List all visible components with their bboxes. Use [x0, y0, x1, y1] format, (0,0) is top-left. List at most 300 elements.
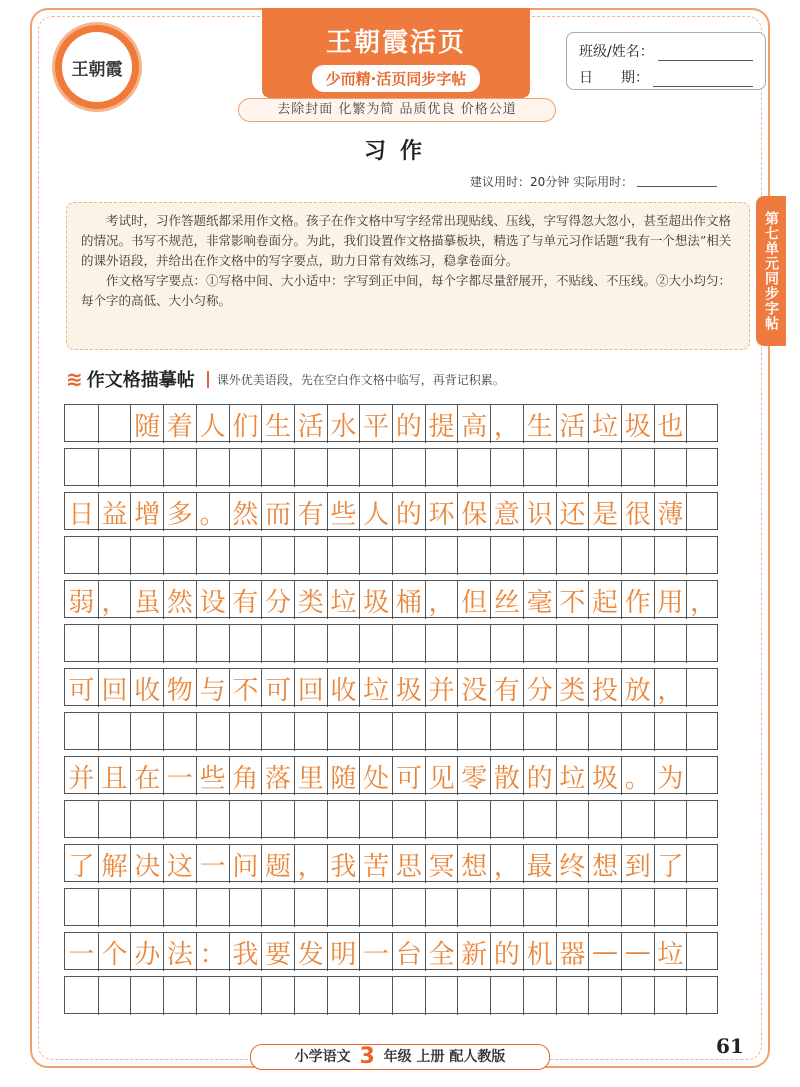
practice-cell[interactable]	[457, 625, 490, 663]
practice-cell[interactable]	[294, 801, 327, 839]
practice-cell[interactable]	[65, 977, 98, 1015]
trace-cell[interactable]: 有	[229, 581, 262, 619]
practice-cell[interactable]	[425, 449, 458, 487]
practice-cell[interactable]	[490, 713, 523, 751]
time-info	[470, 173, 717, 190]
trace-cell[interactable]: 角	[229, 757, 262, 795]
practice-cell[interactable]	[196, 537, 229, 575]
practice-cell[interactable]	[392, 625, 425, 663]
footer-grade-number: 3	[359, 1044, 375, 1069]
practice-cell[interactable]	[654, 449, 687, 487]
trace-cell[interactable]: 垃	[654, 933, 687, 971]
practice-cell[interactable]	[327, 977, 360, 1015]
trace-cell[interactable]: 一	[196, 845, 229, 883]
trace-cell[interactable]: 全	[425, 933, 458, 971]
practice-cell[interactable]	[392, 713, 425, 751]
practice-cell[interactable]	[523, 713, 556, 751]
trace-cell[interactable]: 些	[327, 493, 360, 531]
practice-cell[interactable]	[686, 889, 719, 927]
trace-cell[interactable]: 还	[556, 493, 589, 531]
class-name-label: 班级/姓名：	[579, 44, 654, 60]
trace-cell[interactable]: 的	[490, 933, 523, 971]
practice-cell[interactable]	[327, 625, 360, 663]
trace-cell[interactable]: 水	[327, 405, 360, 443]
practice-row	[64, 536, 718, 574]
practice-cell[interactable]	[359, 625, 392, 663]
practice-cell[interactable]	[523, 889, 556, 927]
practice-cell[interactable]	[686, 977, 719, 1015]
practice-cell[interactable]	[294, 889, 327, 927]
practice-cell[interactable]	[490, 801, 523, 839]
trace-cell[interactable]: 然	[163, 581, 196, 619]
practice-cell[interactable]	[65, 889, 98, 927]
practice-cell[interactable]	[98, 537, 131, 575]
trace-cell[interactable]: 活	[294, 405, 327, 443]
practice-cell[interactable]	[457, 449, 490, 487]
trace-cell[interactable]: 冥	[425, 845, 458, 883]
trace-cell[interactable]	[686, 669, 719, 707]
practice-cell[interactable]	[196, 449, 229, 487]
intro-paragraph-2: 作文格写字要点：①写格中间、大小适中：字写到正中间，每个字都尽量舒展开，不贴线、不压线。②大小均匀：每个字的高低、大小匀称。	[81, 273, 732, 308]
practice-cell[interactable]	[294, 713, 327, 751]
practice-cell[interactable]	[163, 537, 196, 575]
practice-cell[interactable]	[425, 537, 458, 575]
trace-cell[interactable]: 多	[163, 493, 196, 531]
practice-cell[interactable]	[556, 801, 589, 839]
trace-cell[interactable]: 法	[163, 933, 196, 971]
trace-cell[interactable]: 决	[130, 845, 163, 883]
trace-cell[interactable]	[686, 757, 719, 795]
trace-cell[interactable]: 器	[556, 933, 589, 971]
practice-cell[interactable]	[130, 801, 163, 839]
practice-cell[interactable]	[327, 537, 360, 575]
practice-cell[interactable]	[654, 625, 687, 663]
practice-cell[interactable]	[621, 889, 654, 927]
practice-cell[interactable]	[98, 713, 131, 751]
trace-cell[interactable]: ，	[294, 845, 327, 883]
practice-cell[interactable]	[457, 977, 490, 1015]
time-label: 建议用时：20分钟 实际用时：	[470, 175, 634, 189]
trace-cell[interactable]: 里	[294, 757, 327, 795]
trace-cell[interactable]: 可	[392, 757, 425, 795]
trace-cell[interactable]: 的	[392, 405, 425, 443]
trace-cell[interactable]: 然	[229, 493, 262, 531]
practice-cell[interactable]	[621, 537, 654, 575]
trace-cell[interactable]: 且	[98, 757, 131, 795]
trace-cell[interactable]: 散	[490, 757, 523, 795]
practice-cell[interactable]	[621, 801, 654, 839]
footer-subject: 小学语文	[294, 1049, 351, 1065]
practice-cell[interactable]	[556, 713, 589, 751]
practice-cell[interactable]	[556, 449, 589, 487]
practice-cell[interactable]	[588, 625, 621, 663]
trace-cell[interactable]: 增	[130, 493, 163, 531]
practice-cell[interactable]	[490, 889, 523, 927]
practice-row	[64, 624, 718, 662]
trace-cell[interactable]: 些	[196, 757, 229, 795]
trace-cell[interactable]: 到	[621, 845, 654, 883]
practice-cell[interactable]	[359, 889, 392, 927]
trace-cell[interactable]: 个	[98, 933, 131, 971]
trace-cell[interactable]: 在	[130, 757, 163, 795]
trace-cell[interactable]: 问	[229, 845, 262, 883]
trace-cell[interactable]: 。	[621, 757, 654, 795]
section-title: 作文格描摹帖	[86, 370, 195, 391]
practice-cell[interactable]	[196, 713, 229, 751]
trace-cell[interactable]	[686, 493, 719, 531]
practice-cell[interactable]	[98, 889, 131, 927]
practice-cell[interactable]	[130, 625, 163, 663]
practice-cell[interactable]	[523, 537, 556, 575]
trace-cell[interactable]: ，	[654, 669, 687, 707]
trace-cell[interactable]: ，	[490, 405, 523, 443]
practice-cell[interactable]	[229, 889, 262, 927]
practice-cell[interactable]	[588, 889, 621, 927]
practice-cell[interactable]	[457, 889, 490, 927]
practice-cell[interactable]	[261, 889, 294, 927]
trace-cell[interactable]: 机	[523, 933, 556, 971]
trace-cell[interactable]	[686, 405, 719, 443]
trace-cell[interactable]: 不	[229, 669, 262, 707]
practice-cell[interactable]	[621, 713, 654, 751]
trace-cell[interactable]	[98, 405, 131, 443]
trace-cell[interactable]: 垃	[556, 757, 589, 795]
trace-cell[interactable]: 的	[523, 757, 556, 795]
practice-cell[interactable]	[229, 537, 262, 575]
actual-time-field[interactable]	[637, 173, 717, 187]
practice-cell[interactable]	[261, 977, 294, 1015]
trace-cell[interactable]: 我	[229, 933, 262, 971]
practice-cell[interactable]	[523, 977, 556, 1015]
trace-cell[interactable]: 用	[654, 581, 687, 619]
trace-cell[interactable]: 这	[163, 845, 196, 883]
practice-cell[interactable]	[556, 625, 589, 663]
trace-cell[interactable]: 新	[457, 933, 490, 971]
practice-cell[interactable]	[654, 537, 687, 575]
date-field[interactable]	[653, 71, 753, 87]
trace-cell[interactable]: 生	[261, 405, 294, 443]
practice-cell[interactable]	[229, 625, 262, 663]
practice-cell[interactable]	[261, 449, 294, 487]
trace-cell[interactable]: 作	[621, 581, 654, 619]
trace-row	[64, 492, 718, 530]
practice-cell[interactable]	[556, 537, 589, 575]
practice-cell[interactable]	[65, 625, 98, 663]
trace-cell[interactable]: ，	[490, 845, 523, 883]
practice-cell[interactable]	[261, 625, 294, 663]
trace-cell[interactable]: 为	[654, 757, 687, 795]
trace-cell[interactable]: 可	[68, 675, 95, 706]
practice-cell[interactable]	[457, 537, 490, 575]
practice-cell[interactable]	[163, 977, 196, 1015]
trace-cell[interactable]: 保	[457, 493, 490, 531]
trace-cell[interactable]: 但	[457, 581, 490, 619]
practice-cell[interactable]	[163, 889, 196, 927]
trace-cell[interactable]: —	[588, 933, 621, 971]
trace-cell[interactable]: 而	[261, 493, 294, 531]
practice-cell[interactable]	[130, 449, 163, 487]
trace-cell[interactable]	[686, 933, 719, 971]
trace-cell[interactable]: 题	[261, 845, 294, 883]
trace-cell[interactable]: ，	[686, 581, 719, 619]
trace-cell[interactable]: ，	[425, 581, 458, 619]
trace-cell[interactable]: 薄	[654, 493, 687, 531]
trace-cell[interactable]: 并	[425, 669, 458, 707]
practice-cell[interactable]	[65, 537, 98, 575]
trace-cell[interactable]: 与	[196, 669, 229, 707]
practice-cell[interactable]	[556, 977, 589, 1015]
practice-cell[interactable]	[229, 977, 262, 1015]
trace-cell[interactable]: 生	[523, 405, 556, 443]
trace-cell[interactable]: 有	[294, 493, 327, 531]
trace-cell[interactable]: 分	[261, 581, 294, 619]
trace-cell[interactable]: 益	[98, 493, 131, 531]
trace-cell[interactable]: 随	[327, 757, 360, 795]
practice-cell[interactable]	[98, 801, 131, 839]
practice-cell[interactable]	[359, 977, 392, 1015]
practice-cell[interactable]	[457, 713, 490, 751]
practice-cell[interactable]	[457, 801, 490, 839]
practice-cell[interactable]	[392, 977, 425, 1015]
practice-cell[interactable]	[327, 449, 360, 487]
trace-cell[interactable]: 圾	[359, 581, 392, 619]
trace-cell[interactable]: 起	[588, 581, 621, 619]
trace-row	[64, 404, 718, 442]
practice-cell[interactable]	[686, 713, 719, 751]
trace-cell[interactable]: 我	[327, 845, 360, 883]
trace-cell[interactable]: 明	[327, 933, 360, 971]
trace-cell[interactable]: 分	[523, 669, 556, 707]
trace-cell[interactable]: 平	[359, 405, 392, 443]
practice-cell[interactable]	[556, 889, 589, 927]
practice-cell[interactable]	[425, 801, 458, 839]
trace-cell[interactable]: 一	[359, 933, 392, 971]
brand-banner	[262, 8, 530, 98]
practice-cell[interactable]	[392, 449, 425, 487]
practice-cell[interactable]	[130, 889, 163, 927]
practice-cell[interactable]	[588, 801, 621, 839]
trace-cell[interactable]: ：	[196, 933, 229, 971]
practice-cell[interactable]	[163, 625, 196, 663]
practice-cell[interactable]	[65, 713, 98, 751]
trace-cell[interactable]: 人	[196, 405, 229, 443]
practice-cell[interactable]	[425, 625, 458, 663]
practice-cell[interactable]	[163, 713, 196, 751]
trace-cell[interactable]: 见	[425, 757, 458, 795]
trace-cell[interactable]: 不	[556, 581, 589, 619]
trace-cell[interactable]: 着	[163, 405, 196, 443]
practice-cell[interactable]	[425, 889, 458, 927]
trace-cell[interactable]: 很	[621, 493, 654, 531]
practice-cell[interactable]	[686, 801, 719, 839]
trace-cell[interactable]: 是	[588, 493, 621, 531]
trace-cell[interactable]: 随	[130, 405, 163, 443]
trace-cell[interactable]: 可	[261, 669, 294, 707]
practice-cell[interactable]	[621, 625, 654, 663]
trace-cell[interactable]: 台	[392, 933, 425, 971]
practice-cell[interactable]	[392, 537, 425, 575]
practice-cell[interactable]	[327, 801, 360, 839]
trace-cell[interactable]: ，	[98, 581, 131, 619]
trace-cell[interactable]: 垃	[327, 581, 360, 619]
practice-cell[interactable]	[654, 713, 687, 751]
trace-cell[interactable]: 高	[457, 405, 490, 443]
trace-cell[interactable]	[65, 405, 98, 443]
trace-cell[interactable]: 想	[588, 845, 621, 883]
practice-cell[interactable]	[229, 801, 262, 839]
practice-cell[interactable]	[359, 801, 392, 839]
practice-cell[interactable]	[196, 889, 229, 927]
trace-cell[interactable]: 一	[163, 757, 196, 795]
trace-cell[interactable]: 弱	[68, 587, 95, 618]
practice-cell[interactable]	[490, 625, 523, 663]
trace-cell[interactable]: 终	[556, 845, 589, 883]
trace-cell[interactable]: 毫	[523, 581, 556, 619]
practice-cell[interactable]	[98, 625, 131, 663]
practice-cell[interactable]	[523, 625, 556, 663]
practice-cell[interactable]	[392, 801, 425, 839]
trace-cell[interactable]: 垃	[359, 669, 392, 707]
practice-cell[interactable]	[294, 977, 327, 1015]
practice-cell[interactable]	[327, 713, 360, 751]
trace-cell[interactable]: 也	[654, 405, 687, 443]
trace-cell[interactable]: 圾	[392, 669, 425, 707]
trace-cell[interactable]: 了	[68, 851, 95, 882]
practice-cell[interactable]	[425, 977, 458, 1015]
trace-cell[interactable]: 圾	[588, 757, 621, 795]
practice-cell[interactable]	[654, 801, 687, 839]
practice-cell[interactable]	[163, 801, 196, 839]
practice-cell[interactable]	[196, 801, 229, 839]
practice-cell[interactable]	[130, 713, 163, 751]
practice-cell[interactable]	[588, 713, 621, 751]
practice-cell[interactable]	[621, 449, 654, 487]
practice-cell[interactable]	[98, 449, 131, 487]
trace-cell[interactable]: 日	[68, 499, 95, 530]
trace-cell[interactable]: 桶	[392, 581, 425, 619]
practice-cell[interactable]	[130, 537, 163, 575]
practice-cell[interactable]	[294, 449, 327, 487]
practice-cell[interactable]	[588, 977, 621, 1015]
trace-cell[interactable]: 识	[523, 493, 556, 531]
trace-cell[interactable]: 回	[98, 669, 131, 707]
date-label: 日 期：	[579, 70, 649, 86]
trace-cell[interactable]: 了	[654, 845, 687, 883]
practice-cell[interactable]	[294, 625, 327, 663]
trace-cell[interactable]: 没	[457, 669, 490, 707]
trace-cell[interactable]: 提	[425, 405, 458, 443]
practice-cell[interactable]	[261, 537, 294, 575]
trace-cell[interactable]: 处	[359, 757, 392, 795]
trace-cell[interactable]: 解	[98, 845, 131, 883]
practice-cell[interactable]	[588, 537, 621, 575]
trace-cell[interactable]: 的	[392, 493, 425, 531]
trace-cell[interactable]: 人	[359, 493, 392, 531]
trace-cell[interactable]: 意	[490, 493, 523, 531]
trace-cell[interactable]: 活	[556, 405, 589, 443]
trace-row	[64, 756, 718, 794]
trace-cell[interactable]: 们	[229, 405, 262, 443]
practice-row	[64, 448, 718, 486]
practice-cell[interactable]	[686, 449, 719, 487]
practice-cell[interactable]	[490, 537, 523, 575]
practice-cell[interactable]	[65, 801, 98, 839]
trace-cell[interactable]: 苦	[359, 845, 392, 883]
practice-cell[interactable]	[490, 977, 523, 1015]
trace-cell[interactable]	[686, 845, 719, 883]
trace-cell[interactable]: 丝	[490, 581, 523, 619]
class-name-field[interactable]	[658, 45, 753, 61]
practice-cell[interactable]	[523, 449, 556, 487]
trace-cell[interactable]: 物	[163, 669, 196, 707]
trace-cell[interactable]: 。	[196, 493, 229, 531]
practice-cell[interactable]	[654, 977, 687, 1015]
trace-cell[interactable]: 投	[588, 669, 621, 707]
trace-cell[interactable]: 最	[523, 845, 556, 883]
trace-cell[interactable]: 回	[294, 669, 327, 707]
practice-cell[interactable]	[261, 713, 294, 751]
practice-cell[interactable]	[196, 977, 229, 1015]
practice-cell[interactable]	[392, 889, 425, 927]
practice-cell[interactable]	[359, 537, 392, 575]
trace-cell[interactable]: 圾	[621, 405, 654, 443]
trace-cell[interactable]: 收	[327, 669, 360, 707]
practice-cell[interactable]	[327, 889, 360, 927]
trace-cell[interactable]: 垃	[588, 405, 621, 443]
trace-cell[interactable]: 落	[261, 757, 294, 795]
trace-cell[interactable]: 虽	[130, 581, 163, 619]
intro-paragraph-1: 考试时，习作答题纸都采用作文格。孩子在作文格中写字经常出现贴线、压线，字写得忽大忽小，甚至超出作文格的情况。书写不规范，非常影响卷面分。为此，我们设置作文格描摹板块，精选了与单元习作话题“我有一个想法”相关的课外语段，并给出在作文格中的写字要点，助力日常有效练习，稳拿卷面分。	[81, 213, 732, 268]
practice-cell[interactable]	[98, 977, 131, 1015]
practice-cell[interactable]	[359, 713, 392, 751]
trace-cell[interactable]: —	[621, 933, 654, 971]
trace-cell[interactable]: 零	[457, 757, 490, 795]
practice-cell[interactable]	[621, 977, 654, 1015]
trace-cell[interactable]: 一	[68, 939, 95, 970]
trace-cell[interactable]: 设	[196, 581, 229, 619]
trace-cell[interactable]: 类	[556, 669, 589, 707]
trace-cell[interactable]: 环	[425, 493, 458, 531]
trace-cell[interactable]: 想	[457, 845, 490, 883]
trace-cell[interactable]: 并	[68, 763, 95, 794]
trace-cell[interactable]: 发	[294, 933, 327, 971]
trace-cell[interactable]: 有	[490, 669, 523, 707]
practice-cell[interactable]	[425, 713, 458, 751]
practice-cell[interactable]	[686, 537, 719, 575]
practice-cell[interactable]	[130, 977, 163, 1015]
practice-cell[interactable]	[261, 801, 294, 839]
practice-cell[interactable]	[196, 625, 229, 663]
section-note: 课外优美语段，先在空白作文格中临写，再背记积累。	[207, 371, 505, 388]
practice-cell[interactable]	[654, 889, 687, 927]
trace-cell[interactable]: 办	[130, 933, 163, 971]
trace-cell[interactable]: 要	[261, 933, 294, 971]
practice-cell[interactable]	[359, 449, 392, 487]
practice-cell[interactable]	[229, 713, 262, 751]
trace-cell[interactable]: 放	[621, 669, 654, 707]
practice-cell[interactable]	[163, 449, 196, 487]
practice-cell[interactable]	[294, 537, 327, 575]
practice-cell[interactable]	[490, 449, 523, 487]
trace-cell[interactable]: 思	[392, 845, 425, 883]
practice-cell[interactable]	[229, 449, 262, 487]
practice-cell[interactable]	[686, 625, 719, 663]
practice-cell[interactable]	[523, 801, 556, 839]
practice-cell[interactable]	[65, 449, 98, 487]
trace-cell[interactable]: 类	[294, 581, 327, 619]
trace-cell[interactable]: 收	[130, 669, 163, 707]
practice-cell[interactable]	[588, 449, 621, 487]
